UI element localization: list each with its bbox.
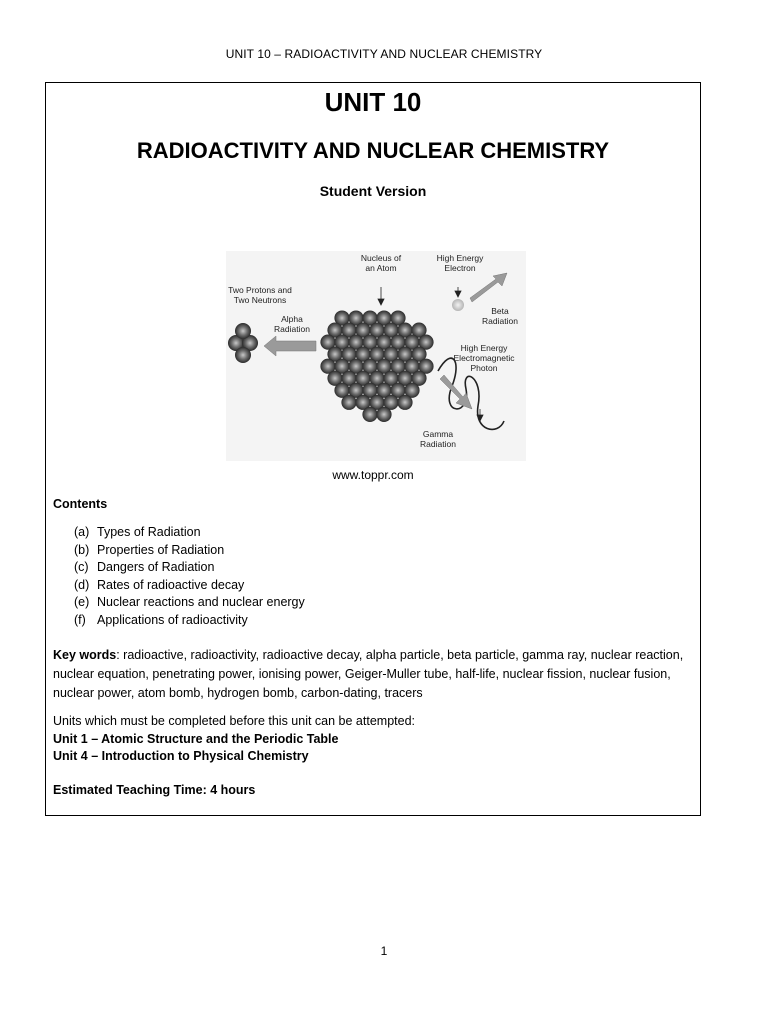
list-marker: (a) (74, 525, 90, 539)
beta-electron (452, 299, 464, 311)
prerequisite-unit: Unit 4 – Introduction to Physical Chemistry (53, 749, 309, 763)
list-marker: (f) (74, 612, 86, 627)
gamma-label-2: Radiation (420, 439, 456, 449)
gamma-label-1: Gamma (422, 429, 454, 439)
prerequisites (53, 713, 693, 766)
nucleus-label-1: Nucleus of (360, 253, 402, 263)
protons-label-1: Two Protons and (228, 285, 292, 295)
teaching-time: Estimated Teaching Time: 4 hours (53, 783, 256, 797)
prerequisites-intro: Units which must be completed before this unit can be attempted: (53, 714, 415, 728)
beta-label-2: Radiation (482, 316, 518, 326)
protons-label-2: Two Neutrons (233, 295, 287, 305)
beta-label-1: Beta (491, 306, 509, 316)
key-words-label: Key words (53, 648, 117, 662)
page-number: 1 (380, 944, 388, 958)
contents-list (74, 524, 305, 630)
figure-credit: www.toppr.com (332, 468, 414, 482)
electron-label-2: Electron (444, 263, 476, 273)
unit-subtitle: RADIOACTIVITY AND NUCLEAR CHEMISTRY (136, 138, 610, 163)
nucleus-label-2: an Atom (365, 263, 397, 273)
list-item (74, 542, 305, 560)
photon-label-3: Photon (470, 363, 498, 373)
list-item (74, 524, 305, 542)
photon-label-1: High Energy (460, 343, 508, 353)
key-words-paragraph (53, 646, 698, 703)
list-marker: (b) (74, 542, 90, 557)
radiation-diagram-svg (226, 251, 526, 461)
list-text: Rates of radioactive decay (97, 577, 245, 592)
photon-label-2: Electromagnetic (453, 353, 515, 363)
electron-label-1: High Energy (436, 253, 484, 263)
list-marker: (d) (74, 577, 90, 592)
contents-heading: Contents (53, 497, 108, 511)
alpha-label-1: Alpha (281, 314, 303, 324)
version-label: Student Version (319, 183, 427, 199)
nucleon (341, 395, 356, 410)
nucleon (397, 395, 412, 410)
list-item (74, 612, 305, 630)
key-words-text: : radioactive, radioactivity, radioactive decay, alpha particle, beta particle, gamma ray, nuclear reaction, nuclear equation, penetrating power, ionising power, Geiger-Muller tube, half-life, nuclear fission, nuclear fusion, nuclear power, atom bomb, hydrogen bomb, carbon-dating, tracers (53, 648, 684, 700)
cover-frame (45, 82, 701, 816)
list-item (74, 559, 305, 577)
nucleon (362, 407, 377, 422)
list-item (74, 577, 305, 595)
list-text: Properties of Radiation (97, 542, 225, 557)
list-text: Dangers of Radiation (97, 560, 215, 575)
list-text: Applications of radioactivity (97, 612, 248, 627)
alpha-label-2: Radiation (274, 324, 310, 334)
unit-title: UNIT 10 (324, 87, 422, 117)
list-marker: (c) (74, 560, 89, 575)
list-item (74, 594, 305, 612)
prerequisite-unit: Unit 1 – Atomic Structure and the Periodic Table (53, 731, 339, 746)
list-text: Nuclear reactions and nuclear energy (97, 595, 305, 610)
running-header: UNIT 10 – RADIOACTIVITY AND NUCLEAR CHEMISTRY (225, 47, 543, 61)
list-text: Types of Radiation (97, 525, 201, 539)
radiation-diagram (226, 251, 526, 461)
list-marker: (e) (74, 595, 90, 610)
nucleon (376, 407, 391, 422)
